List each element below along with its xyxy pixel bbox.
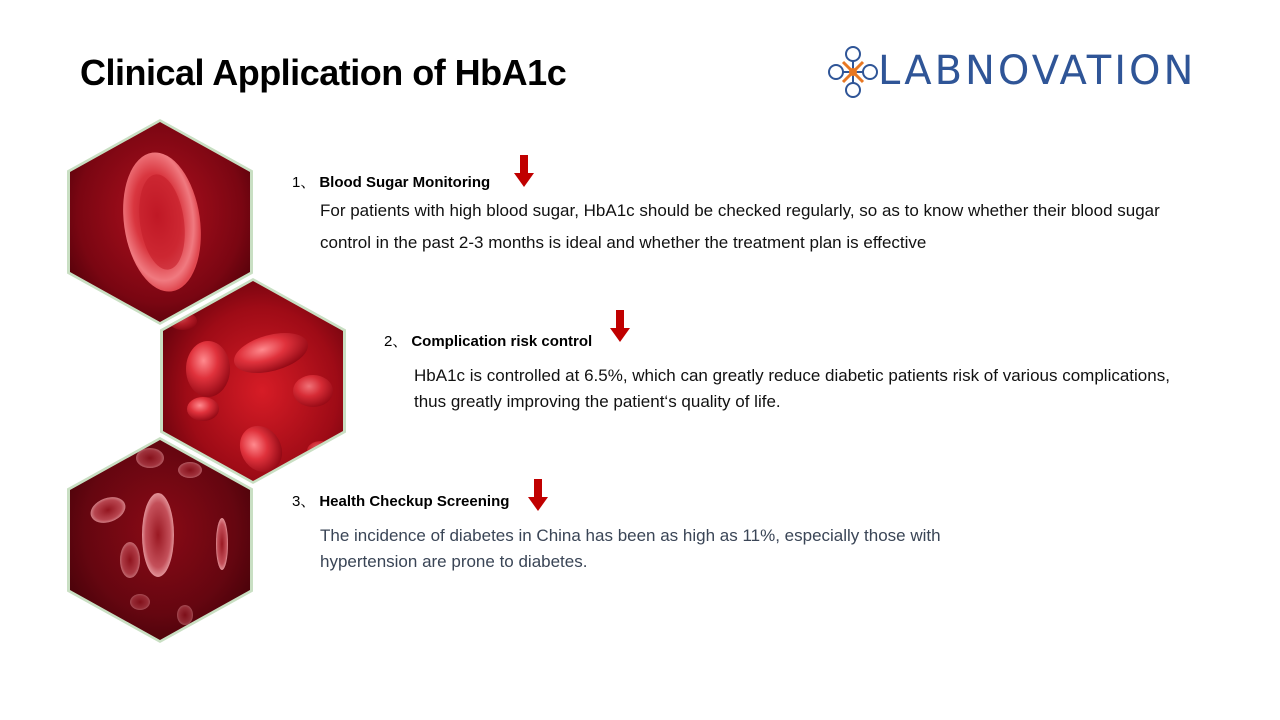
section-3-title: Health Checkup Screening [319, 493, 510, 510]
logo-text: LABNOVATION [878, 48, 1197, 94]
labnovation-logo [828, 44, 1197, 100]
red-blood-cell-image [70, 122, 250, 322]
section-3-body: The incidence of diabetes in China has been as high as 11%, especially those with hypertension are prone to diabetes. [320, 526, 941, 571]
section-3-heading [292, 490, 509, 511]
section-2-heading [384, 330, 592, 351]
section-2-number: 2、 [384, 333, 408, 350]
red-blood-cells-cluster-image [163, 281, 343, 481]
section-1-title: Blood Sugar Monitoring [319, 174, 491, 191]
section-1-heading [292, 171, 490, 192]
down-arrow-icon [528, 479, 548, 513]
section-1-number: 1、 [292, 174, 316, 191]
section-1-body: For patients with high blood sugar, HbA1c should be checked regularly, so as to know whether their blood sugar control in the past 2-3 months is ideal and whether the treatment plan is effective [320, 201, 1160, 252]
slide-title: Clinical Application of HbA1c [80, 52, 567, 93]
section-2-body: HbA1c is controlled at 6.5%, which can greatly reduce diabetic patients risk of various complications, thus greatly improving the patient‘s quality of life. [414, 366, 1170, 411]
down-arrow-icon [514, 155, 534, 189]
down-arrow-icon [610, 310, 630, 344]
section-3-number: 3、 [292, 493, 316, 510]
section-2-title: Complication risk control [411, 333, 593, 350]
molecule-logo-icon [828, 44, 878, 100]
red-blood-cells-flow-image [70, 440, 250, 640]
